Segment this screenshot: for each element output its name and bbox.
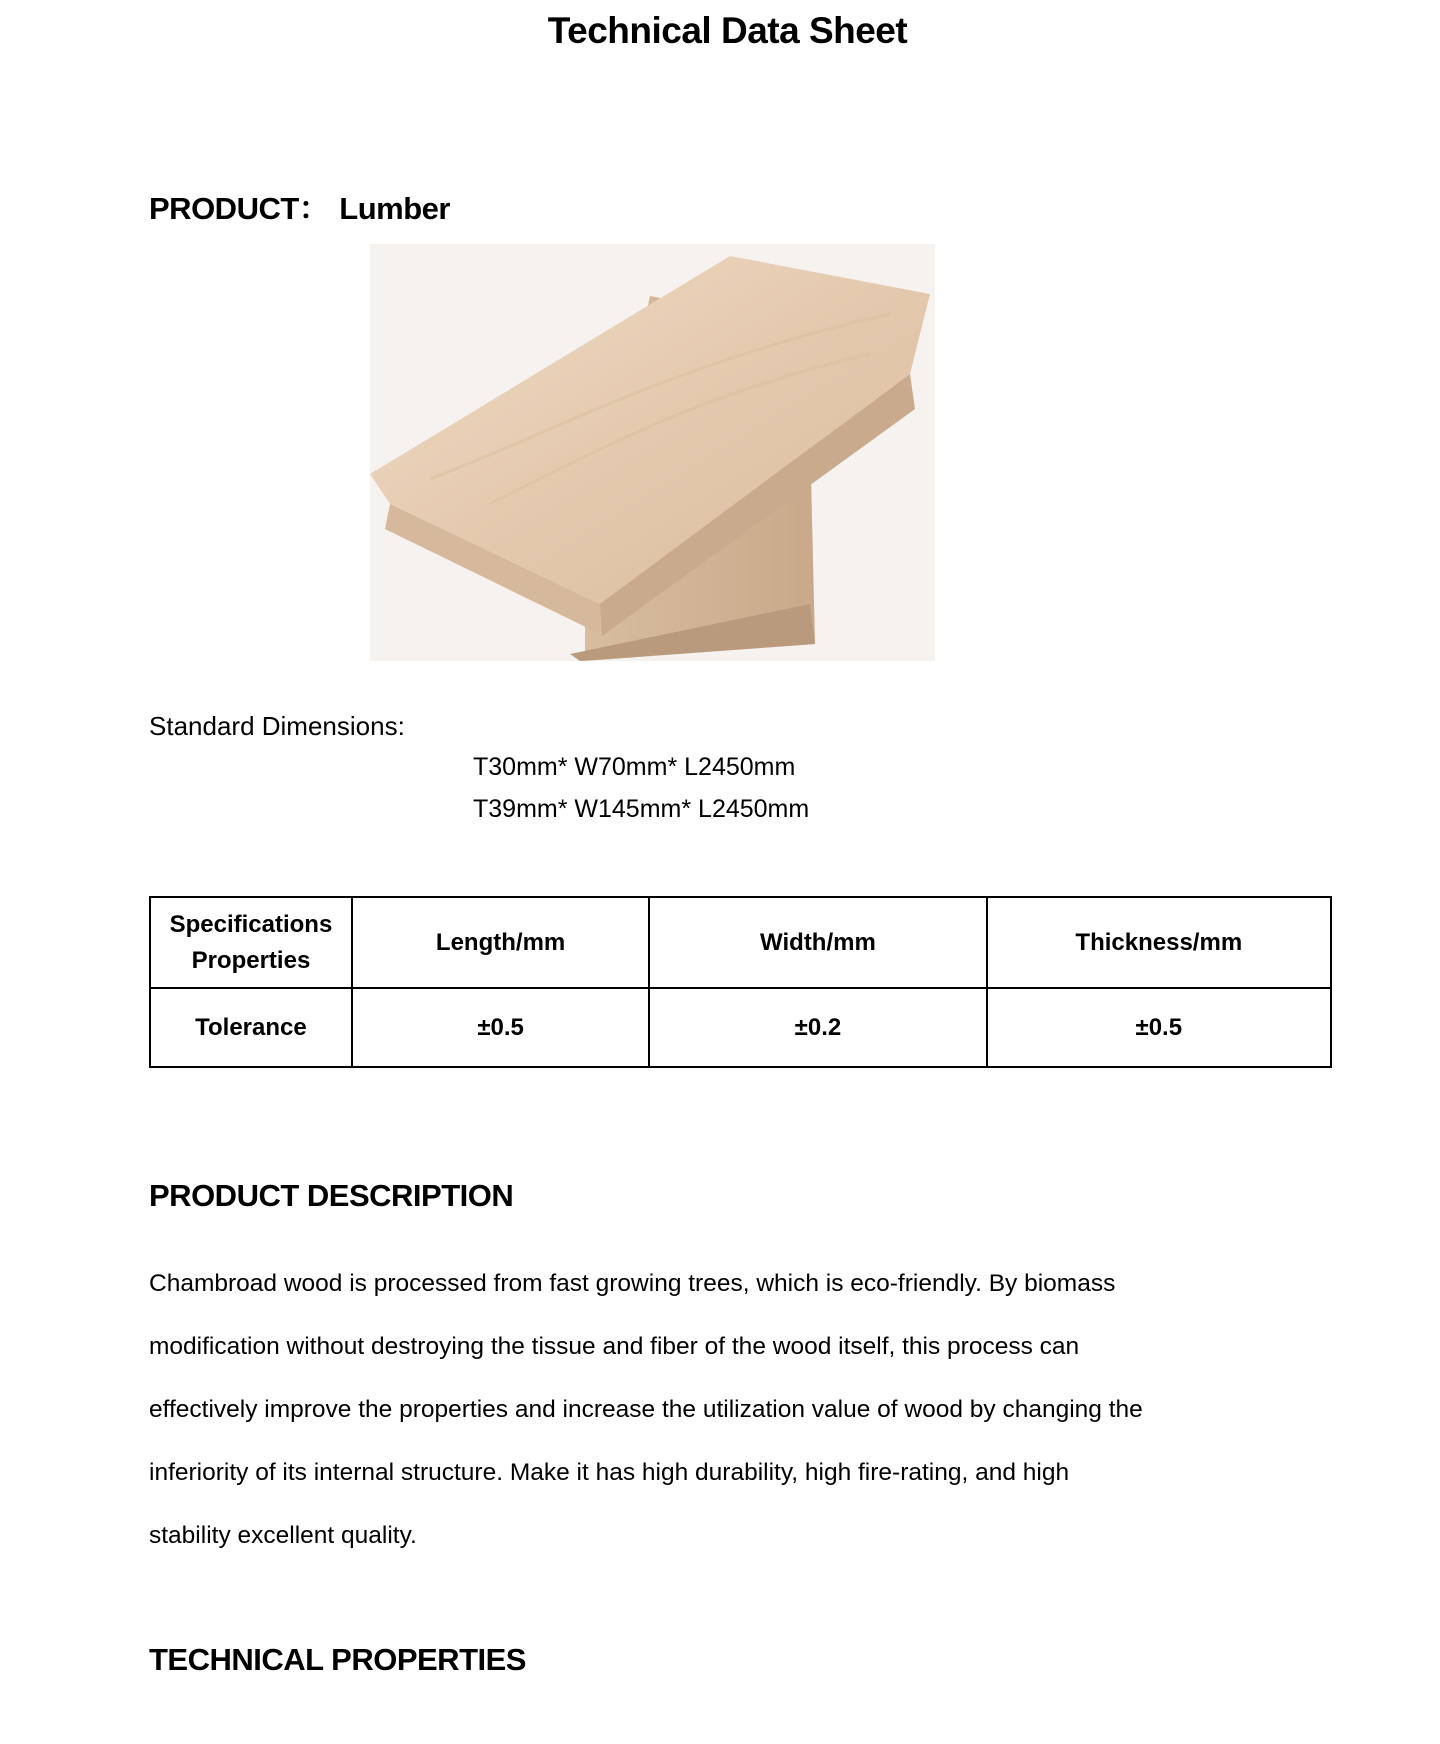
table-cell: ±0.5 — [352, 988, 649, 1067]
product-description-heading: PRODUCT DESCRIPTION — [149, 1178, 514, 1213]
technical-properties-heading: TECHNICAL PROPERTIES — [149, 1642, 526, 1677]
description-line: effectively improve the properties and increase the utilization value of wood by changing the — [149, 1396, 1143, 1423]
table-cell: ±0.2 — [649, 988, 986, 1067]
table-header-row — [150, 897, 1331, 988]
description-line: modification without destroying the tissue and fiber of the wood itself, this process can — [149, 1333, 1080, 1360]
product-value: Lumber — [339, 191, 450, 226]
table-cell: ±0.5 — [987, 988, 1331, 1067]
product-label: PRODUCT： — [149, 191, 330, 226]
table-row — [150, 988, 1331, 1067]
header-cell — [150, 897, 352, 988]
header-line: Properties — [191, 946, 311, 974]
product-description-text — [149, 1252, 1143, 1567]
dimension-item: T30mm* W70mm* L2450mm — [473, 753, 796, 781]
tolerance-table — [149, 896, 1332, 1068]
lumber-product-image — [370, 244, 935, 661]
description-line: stability excellent quality. — [149, 1522, 417, 1549]
description-line: Chambroad wood is processed from fast growing trees, which is eco-friendly. By biomass — [149, 1270, 1116, 1297]
standard-dimensions-label: Standard Dimensions: — [149, 711, 405, 741]
row-label: Tolerance — [150, 988, 352, 1067]
header-line: Specifications — [169, 910, 333, 938]
header-cell: Thickness/mm — [987, 897, 1331, 988]
product-line — [149, 183, 450, 228]
page-title: Technical Data Sheet — [547, 10, 908, 51]
header-cell: Width/mm — [649, 897, 986, 988]
header-cell: Length/mm — [352, 897, 649, 988]
description-line: inferiority of its internal structure. Make it has high durability, high fire-rating, and high — [149, 1459, 1070, 1486]
dimension-item: T39mm* W145mm* L2450mm — [473, 795, 810, 823]
